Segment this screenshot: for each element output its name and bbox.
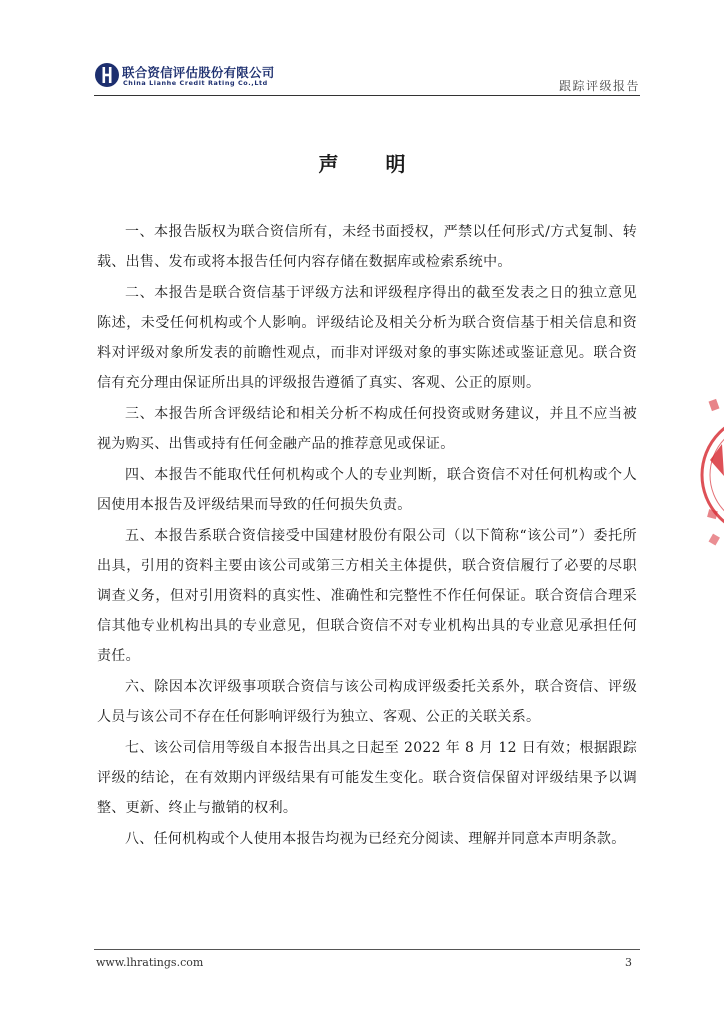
- company-seal-stamp: [700, 360, 724, 590]
- footer-divider: [94, 949, 640, 950]
- company-name-en: China Lianhe Credit Rating Co.,Ltd: [123, 79, 268, 87]
- page-title: 声 明: [318, 152, 426, 176]
- declaration-paragraph: 五、本报告系联合资信接受中国建材股份有限公司（以下简称“该公司”）委托所出具，引用的资料主要由该公司或第三方相关主体提供，联合资信履行了必要的尽职调查义务，但对引用资料的真实性、准确性和完整性不作任何保证。联合资信合理采信其他专业机构出具的专业意见，但联合资信不对专业机构出具的专业意见承担任何责任。: [97, 528, 637, 664]
- declaration-paragraph: 七、该公司信用等级自本报告出具之日起至 2022 年 8 月 12 日有效；根据跟踪评级的结论，在有效期内评级结果有可能发生变化。联合资信保留对评级结果予以调整、更新、终止与撤销的权利。: [97, 740, 637, 816]
- footer-website: www.lhratings.com: [96, 956, 204, 969]
- declaration-paragraph: 三、本报告所含评级结论和相关分析不构成任何投资或财务建议，并且不应当被视为购买、出售或持有任何金融产品的推荐意见或保证。: [97, 406, 637, 452]
- header-divider: [94, 95, 640, 96]
- page-number: 3: [625, 956, 632, 969]
- declaration-paragraph: 四、本报告不能取代任何机构或个人的专业判断，联合资信不对任何机构或个人因使用本报告及评级结果而导致的任何损失负责。: [97, 467, 637, 513]
- declaration-paragraph: 一、本报告版权为联合资信所有，未经书面授权，严禁以任何形式/方式复制、转载、出售、发布或将本报告任何内容存储在数据库或检索系统中。: [97, 224, 637, 270]
- declaration-paragraph: 六、除因本次评级事项联合资信与该公司构成评级委托关系外，联合资信、评级人员与该公司不存在任何影响评级行为独立、客观、公正的关联关系。: [97, 679, 637, 725]
- page-header: [94, 62, 640, 102]
- company-name-cn: 联合资信评估股份有限公司: [122, 65, 275, 80]
- declaration-paragraph: 二、本报告是联合资信基于评级方法和评级程序得出的截至发表之日的独立意见陈述，未受任何机构或个人影响。评级结论及相关分析为联合资信基于相关信息和资料对评级对象所发表的前瞻性观点，而非对评级对象的事实陈述或鉴证意见。联合资信有充分理由保证所出具的评级报告遵循了真实、客观、公正的原则。: [97, 285, 637, 391]
- document-type-label: 跟踪评级报告: [558, 79, 640, 93]
- company-logo-icon: [94, 62, 120, 88]
- declaration-body: [97, 217, 637, 855]
- declaration-paragraph: 八、任何机构或个人使用本报告均视为已经充分阅读、理解并同意本声明条款。: [125, 831, 626, 847]
